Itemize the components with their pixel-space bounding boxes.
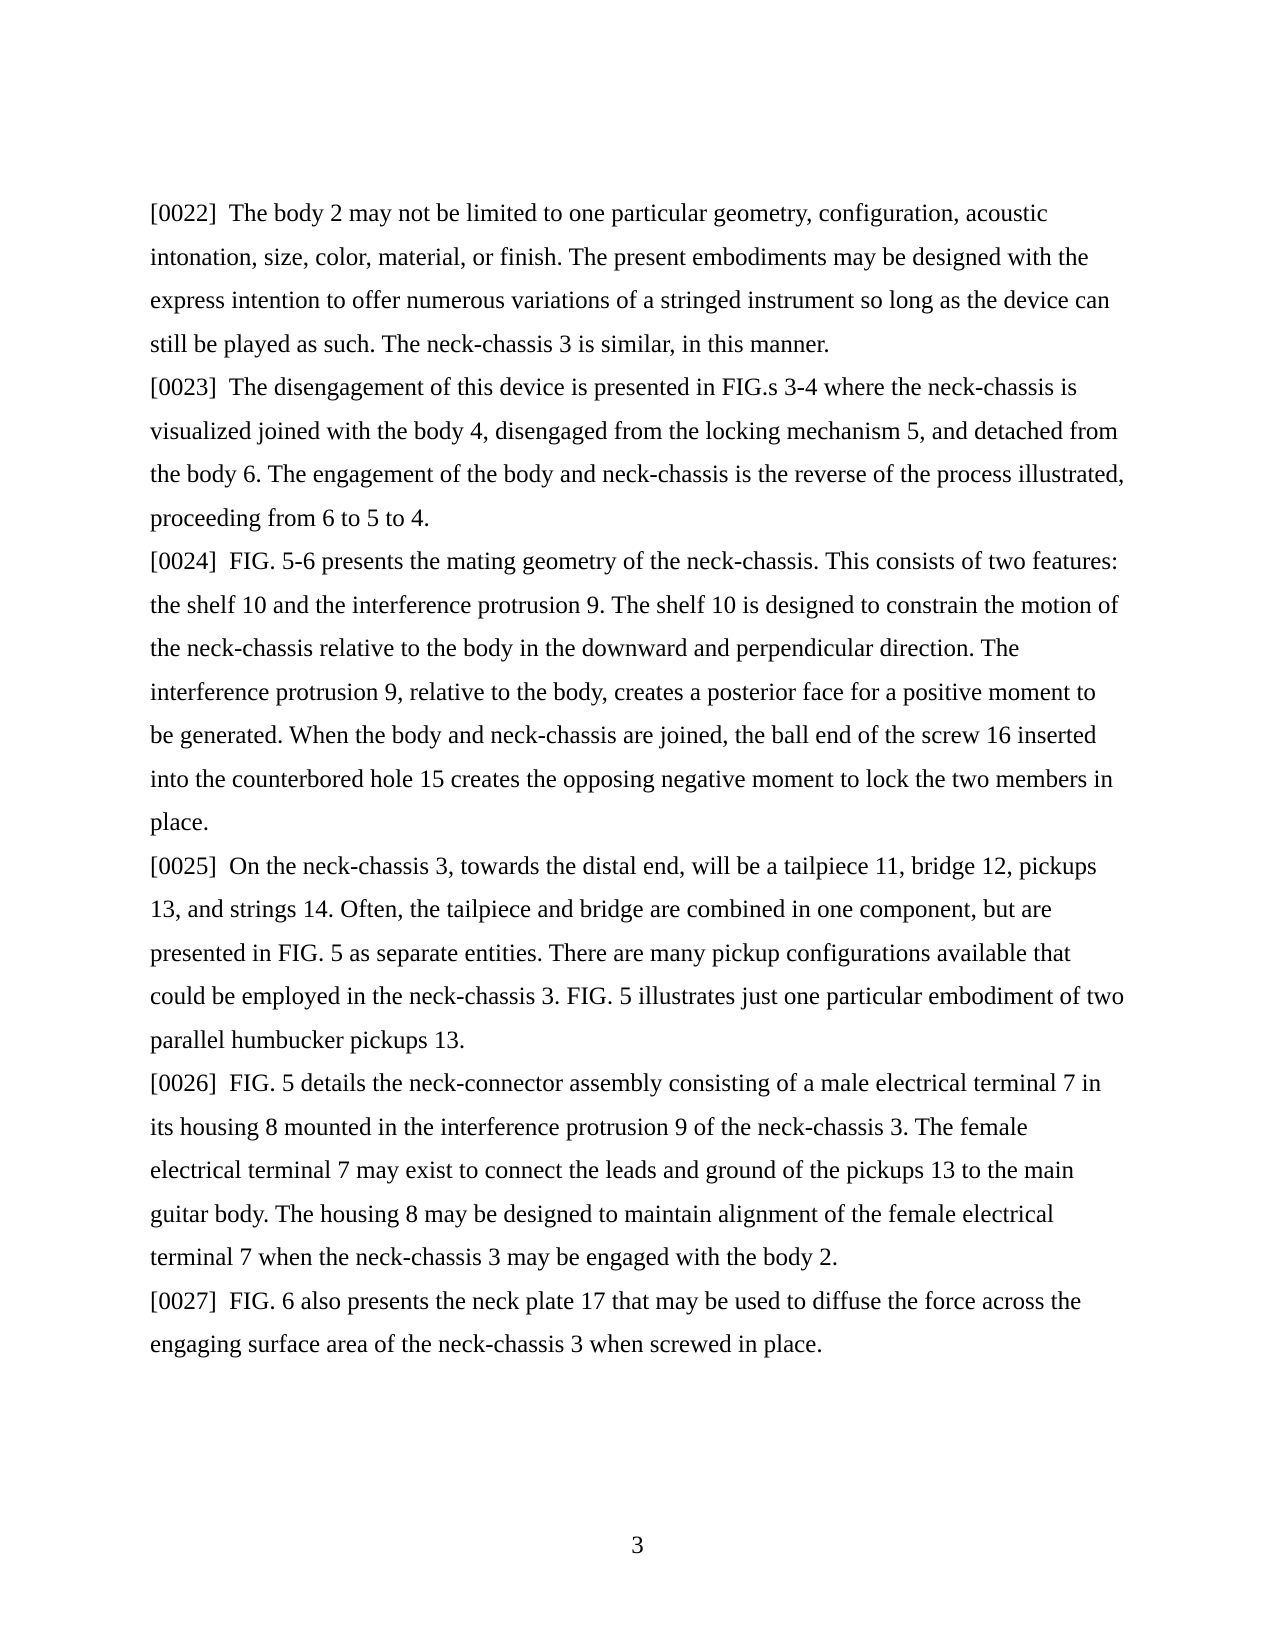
text-line: [0022] The body 2 may not be limited to one particular geometry, configuration, acoustic — [150, 200, 1048, 227]
paragraph-0023 — [150, 366, 1190, 540]
text-line: [0027] FIG. 6 also presents the neck plate 17 that may be used to diffuse the force across the — [150, 1287, 1082, 1315]
text-line: into the counterbored hole 15 creates the opposing negative moment to lock the two members in — [150, 765, 1113, 793]
text-line: the neck-chassis relative to the body in the downward and perpendicular direction. The — [150, 635, 1020, 662]
text-line: terminal 7 when the neck-chassis 3 may be engaged with the body 2. — [150, 1244, 839, 1271]
paragraph-0025 — [150, 845, 1190, 1063]
text-line: parallel humbucker pickups 13. — [150, 1026, 466, 1054]
text-line: [0024] FIG. 5-6 presents the mating geometry of the neck-chassis. This consists of two features: — [150, 548, 1119, 575]
text-line: presented in FIG. 5 as separate entities. There are many pickup configurations available that — [150, 939, 1071, 967]
document-body — [150, 192, 1190, 1367]
text-line: proceeding from 6 to 5 to 4. — [150, 504, 430, 532]
text-line: be generated. When the body and neck-chassis are joined, the ball end of the screw 16 inserted — [150, 722, 1097, 749]
text-line: [0023] The disengagement of this device is presented in FIG.s 3-4 where the neck-chassis is — [150, 374, 1078, 401]
paragraph-0026 — [150, 1062, 1190, 1280]
text-line: interference protrusion 9, relative to the body, creates a posterior face for a positive moment to — [150, 678, 1096, 706]
text-line: guitar body. The housing 8 may be designed to maintain alignment of the female electrical — [150, 1200, 1054, 1228]
text-line: its housing 8 mounted in the interference protrusion 9 of the neck-chassis 3. The female — [150, 1113, 1028, 1141]
paragraph-0022 — [150, 192, 1190, 366]
text-line: visualized joined with the body 4, disengaged from the locking mechanism 5, and detached from — [150, 417, 1118, 445]
text-line: the shelf 10 and the interference protrusion 9. The shelf 10 is designed to constrain the motion of — [150, 591, 1119, 619]
text-line: engaging surface area of the neck-chassis 3 when screwed in place. — [150, 1331, 823, 1358]
paragraph-0024 — [150, 540, 1190, 845]
text-line: 13, and strings 14. Often, the tailpiece and bridge are combined in one component, but are — [150, 896, 1052, 923]
text-line: [0026] FIG. 5 details the neck-connector assembly consisting of a male electrical terminal 7 in — [150, 1070, 1102, 1097]
text-line: electrical terminal 7 may exist to connect the leads and ground of the pickups 13 to the main — [150, 1157, 1075, 1184]
text-line: [0025] On the neck-chassis 3, towards the distal end, will be a tailpiece 11, bridge 12, pickups — [150, 852, 1097, 880]
text-line: place. — [150, 809, 209, 836]
text-line: the body 6. The engagement of the body and neck-chassis is the reverse of the process illustrated, — [150, 461, 1125, 488]
text-line: could be employed in the neck-chassis 3. FIG. 5 illustrates just one particular embodiment of two — [150, 983, 1125, 1010]
text-line: express intention to offer numerous variations of a stringed instrument so long as the device can — [150, 287, 1110, 314]
paragraph-0027 — [150, 1280, 1190, 1367]
text-line: still be played as such. The neck-chassis 3 is similar, in this manner. — [150, 330, 830, 358]
page-number: 3 — [631, 1532, 644, 1559]
text-line: intonation, size, color, material, or finish. The present embodiments may be designed with the — [150, 243, 1089, 271]
